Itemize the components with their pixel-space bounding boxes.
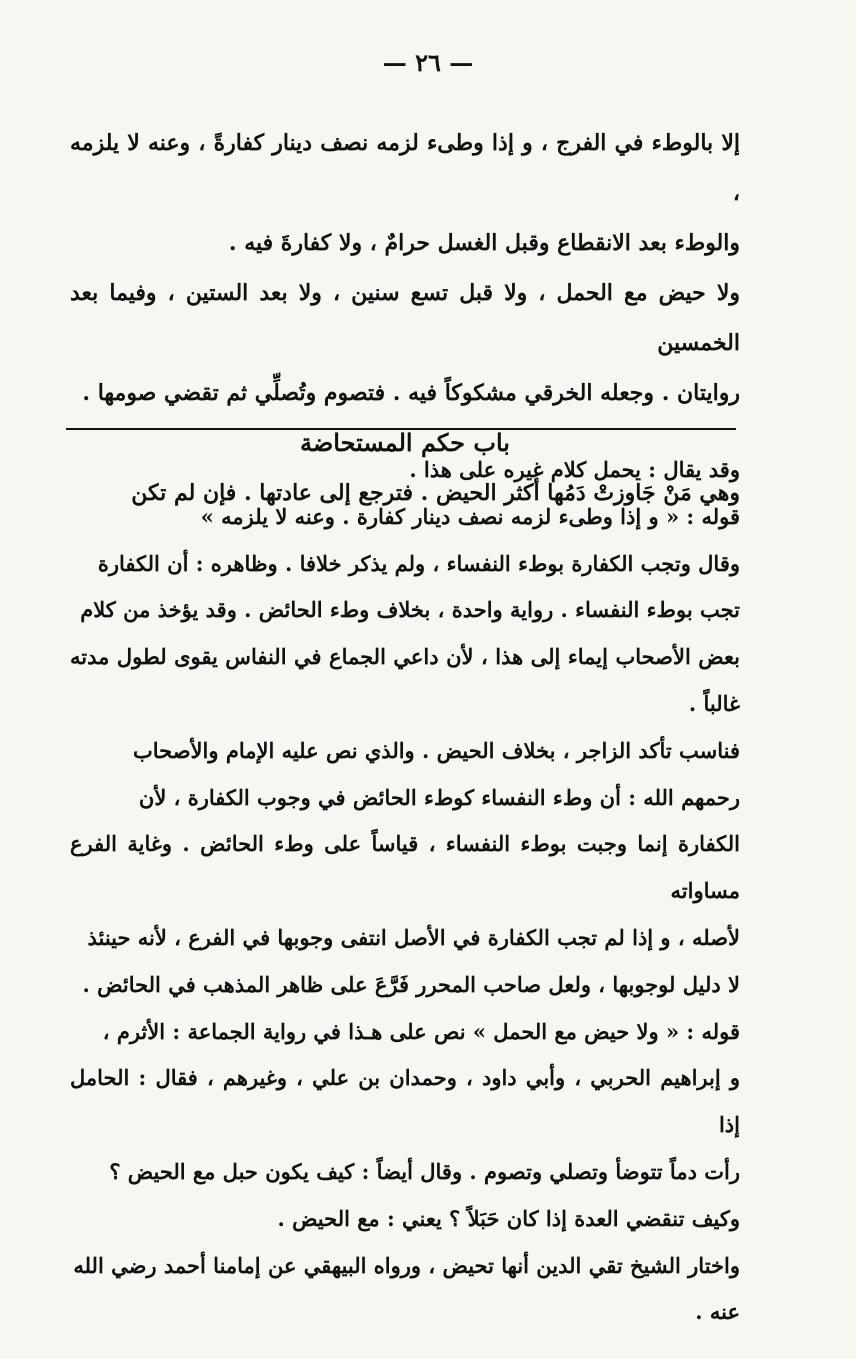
footnote-line: وكيف تنقضي العدة إذا كان حَبَلاً ؟ يعني : مع الحيض . (277, 1205, 740, 1231)
footnote-line: الكفارة إنما وجبت بوطء النفساء ، قياساً على وطء الحائض . وغاية الفرع مساواته (70, 831, 740, 904)
footnote-line: قوله : « و إذا وطىء لزمه نصف دينار كفارة . وعنه لا يلزمه » (200, 503, 740, 529)
footnote-line: واختار الشيخ تقي الدين أنها تحيض ، ورواه البيهقي عن إمامنا أحمد رضي الله (73, 1252, 740, 1278)
footnote-line: لا دليل لوجوبها ، ولعل صاحب المحرر فَرَّعَ على ظاهر المذهب في الحائض . (82, 971, 740, 997)
footnote-line: فناسب تأكد الزاجر ، بخلاف الحيض . والذي نص عليه الإمام والأصحاب (133, 737, 740, 763)
footnote-line: بعض الأصحاب إيماء إلى هذا ، لأن داعي الجماع في النفاس يقوى لطول مدته غالباً . (70, 644, 740, 716)
main-text-line: ولا حيض مع الحمل ، ولا قبل تسع سنين ، ولا بعد الستين ، وفيما بعد الخمسين (70, 280, 740, 356)
footnote-divider (66, 428, 736, 430)
footnote-line: قوله : « ولا حيض مع الحمل » نص على هـذا في رواية الجماعة : الأثرم ، (102, 1018, 740, 1044)
main-text-line: والوطء بعد الانقطاع وقبل الغسل حرامٌ ، ولا كفارةَ فيه . (228, 230, 740, 256)
footnote-line: تجب بوطء النفساء . رواية واحدة ، بخلاف وطء الحائض . وقد يؤخذ من كلام (80, 597, 740, 623)
main-text-line: روايتان . وجعله الخرقي مشكوكاً فيه . فتصوم وتُصلِّي ثم تقضي صومها . (82, 380, 740, 406)
footnote-line: رأت دماً تتوضأ وتصلي وتصوم . وقال أيضاً : كيف يكون حبل مع الحيض ؟ (109, 1158, 740, 1184)
chapter-title: باب حكم المستحاضة (300, 428, 510, 457)
page-number: — ٢٦ — (382, 48, 474, 77)
footnote-line: رحمهم الله : أن وطء النفساء كوطء الحائض في وجوب الكفارة ، لأن (138, 784, 740, 810)
footnote-line: لأصله ، و إذا لم تجب الكفارة في الأصل انتفى وجوبها في الفرع ، لأنه حينئذ (87, 924, 740, 950)
footnotes (70, 447, 740, 1336)
footnote-line: وقال وتجب الكفارة بوطء النفساء ، ولم يذكر خلافا . وظاهره : أن الكفارة (97, 550, 740, 576)
footnote-line: عنه . (695, 1299, 740, 1325)
main-text-line: وهي مَنْ جَاوزتْ دَمُها أكثر الحيض . فترجع إلى عادتها . فإن لم تكن (131, 480, 740, 506)
footnote-line: و إبراهيم الحربي ، وأبي داود ، وحمدان بن علي ، وغيرهم ، فقال : الحامل إذا (70, 1065, 740, 1138)
footnote-line: وقد يقال : يحمل كلام غيره على هذا . (409, 457, 740, 482)
main-text-line: إلا بالوطء في الفرج ، و إذا وطىء لزمه نصف دينار كفارةً ، وعنه لا يلزمه ، (70, 130, 740, 206)
